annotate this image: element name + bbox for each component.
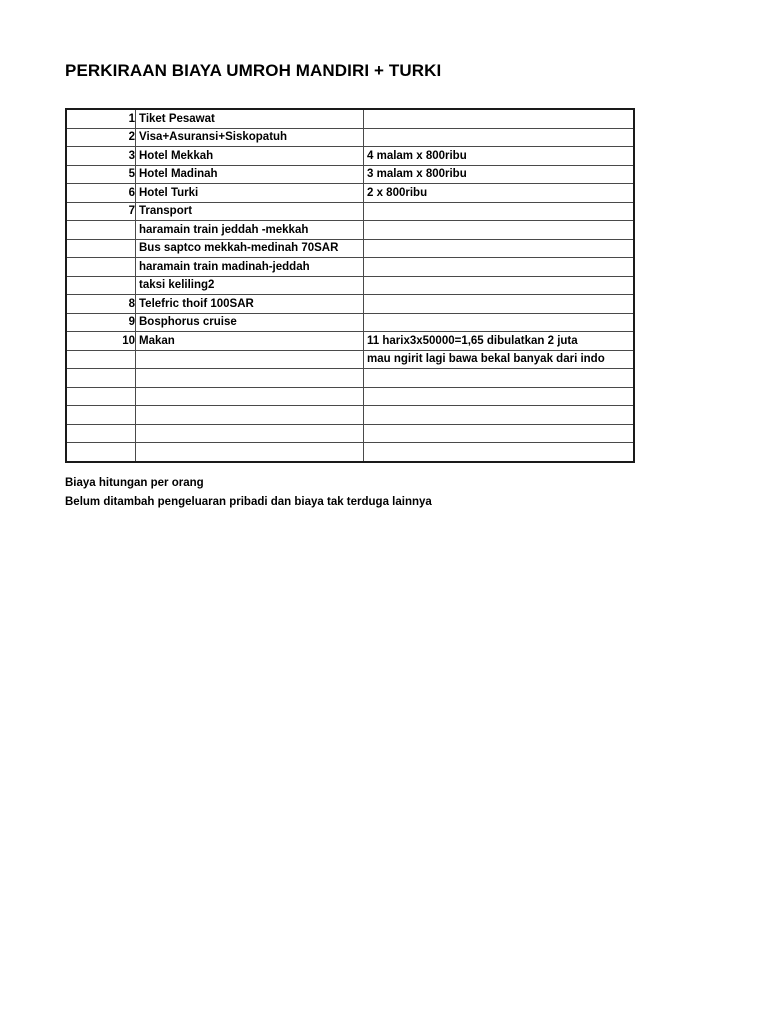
cell-row-number: 8 [66, 295, 136, 314]
cell-note [364, 128, 635, 147]
table-row [66, 239, 634, 258]
cell-item-description [136, 443, 364, 462]
table-row [66, 202, 634, 221]
cell-item-description: Transport [136, 202, 364, 221]
cell-note: mau ngirit lagi bawa bekal banyak dari indo [364, 350, 635, 369]
cell-row-number: 3 [66, 147, 136, 166]
cell-row-number: 7 [66, 202, 136, 221]
table-row [66, 313, 634, 332]
table-row [66, 332, 634, 351]
cell-item-description: Hotel Turki [136, 184, 364, 203]
cell-note [364, 276, 635, 295]
cell-item-description: Tiket Pesawat [136, 109, 364, 128]
cell-item-description: Visa+Asuransi+Siskopatuh [136, 128, 364, 147]
cell-item-description: Bosphorus cruise [136, 313, 364, 332]
cell-item-description [136, 406, 364, 425]
table-row [66, 128, 634, 147]
cell-note [364, 313, 635, 332]
cell-row-number: 6 [66, 184, 136, 203]
cell-item-description [136, 387, 364, 406]
cell-row-number: 10 [66, 332, 136, 351]
table-row [66, 350, 634, 369]
cell-item-description: Hotel Mekkah [136, 147, 364, 166]
cell-item-description: haramain train madinah-jeddah [136, 258, 364, 277]
table-row [66, 369, 634, 388]
table-row [66, 184, 634, 203]
cell-row-number [66, 239, 136, 258]
cell-row-number [66, 424, 136, 443]
cell-row-number [66, 258, 136, 277]
cell-note [364, 239, 635, 258]
cell-note [364, 295, 635, 314]
cell-note: 3 malam x 800ribu [364, 165, 635, 184]
cell-note [364, 424, 635, 443]
cell-note [364, 369, 635, 388]
cell-item-description: Bus saptco mekkah-medinah 70SAR [136, 239, 364, 258]
cell-note: 4 malam x 800ribu [364, 147, 635, 166]
cell-row-number: 2 [66, 128, 136, 147]
cell-item-description [136, 369, 364, 388]
cell-note [364, 443, 635, 462]
cell-item-description [136, 350, 364, 369]
table-row [66, 165, 634, 184]
table-row [66, 424, 634, 443]
cell-item-description: taksi keliling2 [136, 276, 364, 295]
cell-item-description [136, 424, 364, 443]
cell-note [364, 202, 635, 221]
cell-note [364, 387, 635, 406]
table-row [66, 109, 634, 128]
footnote-line: Belum ditambah pengeluaran pribadi dan biaya tak terduga lainnya [65, 496, 432, 508]
footnotes [65, 474, 432, 512]
cell-row-number [66, 443, 136, 462]
table-row [66, 406, 634, 425]
cell-row-number: 1 [66, 109, 136, 128]
cell-note [364, 406, 635, 425]
cell-item-description: Makan [136, 332, 364, 351]
table-row [66, 147, 634, 166]
cell-row-number [66, 350, 136, 369]
cost-estimate-table [65, 108, 635, 463]
cell-note [364, 109, 635, 128]
cell-item-description: Hotel Madinah [136, 165, 364, 184]
cell-row-number: 9 [66, 313, 136, 332]
table-body [66, 109, 634, 462]
table-row [66, 276, 634, 295]
cell-row-number [66, 369, 136, 388]
cell-note: 2 x 800ribu [364, 184, 635, 203]
table-row [66, 295, 634, 314]
cell-row-number: 5 [66, 165, 136, 184]
cell-row-number [66, 221, 136, 240]
footnote-line: Biaya hitungan per orang [65, 477, 204, 489]
table-row [66, 387, 634, 406]
cell-item-description: haramain train jeddah -mekkah [136, 221, 364, 240]
cell-note [364, 221, 635, 240]
table-row [66, 258, 634, 277]
cell-row-number [66, 276, 136, 295]
cell-row-number [66, 387, 136, 406]
table-row [66, 443, 634, 462]
cell-note: 11 harix3x50000=1,65 dibulatkan 2 juta [364, 332, 635, 351]
cell-item-description: Telefric thoif 100SAR [136, 295, 364, 314]
cell-note [364, 258, 635, 277]
table-row [66, 221, 634, 240]
cell-row-number [66, 406, 136, 425]
page-title: PERKIRAAN BIAYA UMROH MANDIRI + TURKI [65, 61, 442, 80]
